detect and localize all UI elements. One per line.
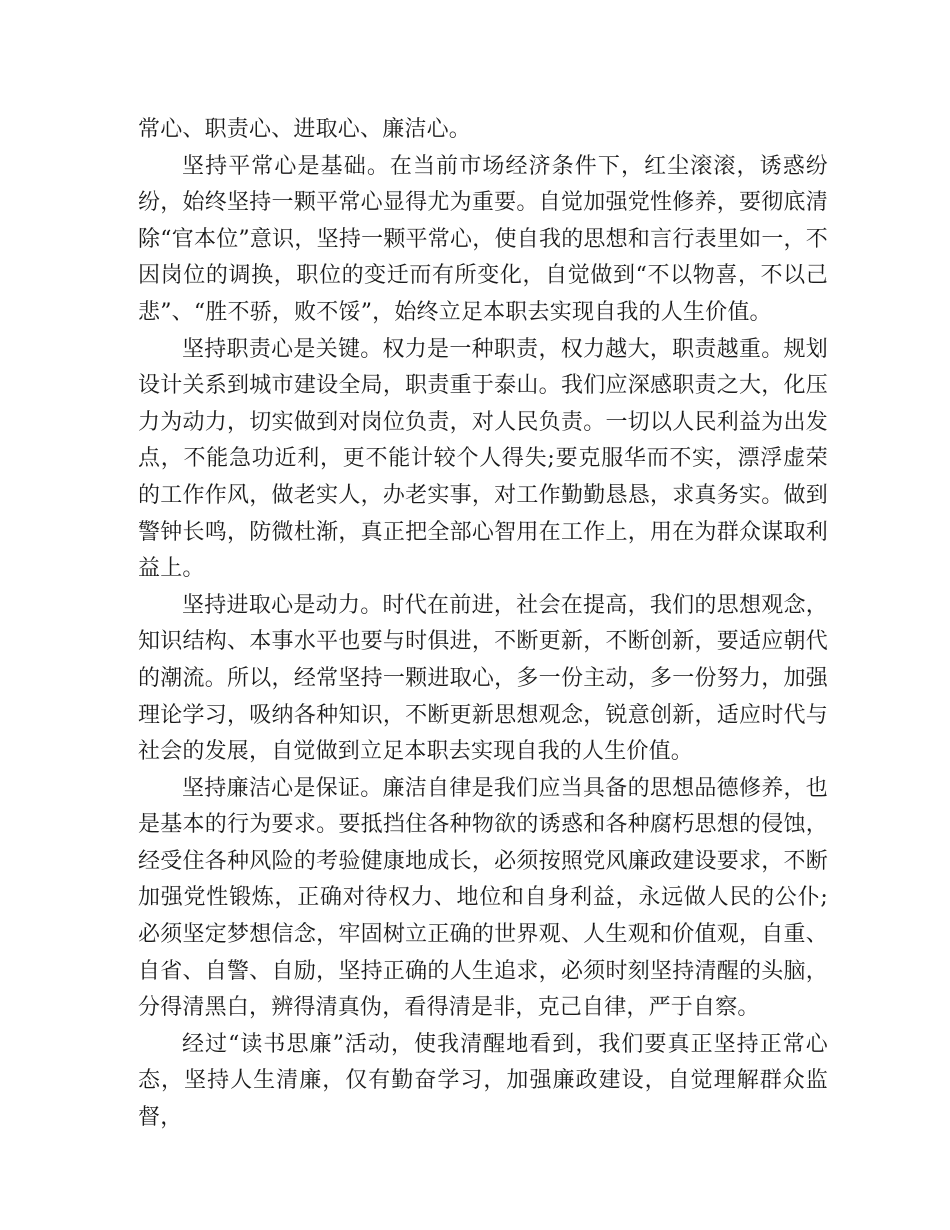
paragraph-integrity: 坚持廉洁心是保证。廉洁自律是我们应当具备的思想品德修养，也是基本的行为要求。要抵挡住各种物欲的诱惑和各种腐朽思想的侵蚀，经受住各种风险的考验健康地成长，必须按照党风廉政建设要求，不断加强党性锻炼，正确对待权力、地位和自身利益，永远做人民的公仆;必须坚定梦想信念，牢固树立正确的世界观、人生观和价值观，自重、自省、自警、自励，坚持正确的人生追求，必须时刻坚持清醒的头脑，分得清黑白，辨得清真伪，看得清是非，克己自律，严于自察。 (138, 775, 828, 1021)
paragraph-ordinary-mind: 坚持平常心是基础。在当前市场经济条件下，红尘滚滚，诱惑纷纷，始终坚持一颗平常心显得尤为重要。自觉加强党性修养，要彻底清除“官本位”意识，坚持一颗平常心，使自我的思想和言行表里如一，不因岗位的调换，职位的变迁而有所变化，自觉做到“不以物喜，不以己悲”、“胜不骄，败不馁”，始终立足本职去实现自我的人生价值。 (138, 153, 828, 325)
paragraph-responsibility: 坚持职责心是关键。权力是一种职责，权力越大，职责越重。规划设计关系到城市建设全局，职责重于泰山。我们应深感职责之大，化压力为动力，切实做到对岗位负责，对人民负责。一切以人民利益为出发点，不能急功近利，更不能计较个人得失;要克服华而不实，漂浮虚荣的工作作风，做老实人，办老实事，对工作勤勤恳恳，求真务实。做到警钟长鸣，防微杜渐，真正把全部心智用在工作上，用在为群众谋取利益上。 (138, 336, 828, 582)
paragraph-continuation: 常心、职责心、进取心、廉洁心。 (138, 117, 472, 142)
document-body (138, 112, 828, 1137)
paragraph-reading-activity: 经过“读书思廉”活动，使我清醒地看到，我们要真正坚持正常心态，坚持人生清廉，仅有勤奋学习，加强廉政建设，自觉理解群众监督， (138, 1031, 828, 1131)
paragraph-enterprise: 坚持进取心是动力。时代在前进，社会在提高，我们的思想观念，知识结构、本事水平也要与时俱进，不断更新，不断创新，要适应朝代的潮流。所以，经常坚持一颗进取心，多一份主动，多一份努力，加强理论学习，吸纳各种知识，不断更新思想观念，锐意创新，适应时代与社会的发展，自觉做到立足本职去实现自我的人生价值。 (138, 592, 828, 765)
